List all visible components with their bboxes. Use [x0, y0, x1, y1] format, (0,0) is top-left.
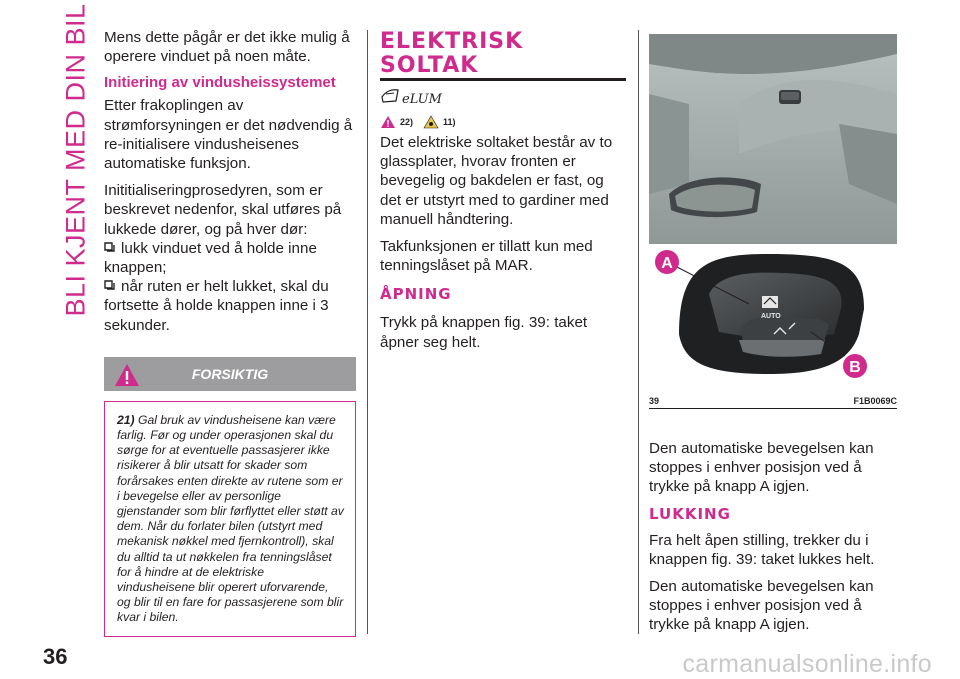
note-hand-icon — [423, 115, 439, 129]
column-right — [649, 30, 897, 643]
side-section-title — [56, 3, 96, 317]
list-item — [104, 277, 356, 335]
column-middle — [380, 28, 626, 360]
section-heading-lukking: LUKKING — [649, 504, 731, 523]
bullet-icon — [104, 277, 115, 296]
bullet-icon — [104, 239, 115, 258]
paragraph: Fra helt åpen stilling, trekker du i knappen fig. 39: taket lukkes helt. — [649, 531, 875, 568]
column-divider — [367, 30, 368, 634]
paragraph: Inititialiseringprosedyren, som er beskrevet nedenfor, skal utføres på lukkede dører, og på hver dør: — [104, 182, 342, 238]
paragraph: Takfunksjonen er tillatt kun med tenningslåset på MAR. — [380, 238, 593, 275]
intro-paragraph: Mens dette pågår er det ikke mulig å operere vinduet på noen måte. — [104, 29, 350, 66]
figure-number: 39 — [649, 396, 660, 406]
paragraph: Trykk på knappen fig. 39: taket åpner seg helt. — [380, 314, 588, 351]
list-item-text: lukk vinduet ved å holde inne knappen; — [104, 239, 317, 277]
auto-label: AUTO — [761, 313, 781, 320]
figure-code: F1B0069C — [853, 396, 897, 406]
paragraph: Den automatiske bevegelsen kan stoppes i enhver posisjon ved å trykke på knapp A igjen. — [649, 440, 874, 496]
list-item-text: når ruten er helt lukket, skal du fortsette å holde knappen inne i 3 sekunder. — [104, 278, 329, 334]
warning-header — [104, 357, 356, 391]
warning-text — [117, 413, 345, 626]
section-heading-apning: ÅPNING — [380, 285, 452, 304]
column-left — [104, 28, 356, 637]
figure-caption — [649, 394, 897, 409]
reference-markers — [380, 115, 626, 129]
side-title-text: BLI KJENT MED DIN BIL — [60, 3, 91, 317]
sunroof-control-figure — [649, 34, 897, 394]
reference-note: 11) — [443, 117, 456, 127]
label-b: B — [849, 359, 861, 376]
paragraph: Den automatiske bevegelsen kan stoppes i enhver posisjon ved å trykke på knapp A igjen. — [649, 578, 874, 634]
figure-illustration — [649, 34, 897, 394]
section-heading-initiering: Initiering av vindusheissystemet — [104, 74, 336, 92]
section-title: ELEKTRISK SOLTAK — [380, 29, 524, 78]
title-rule — [380, 78, 626, 81]
page-number: 36 — [43, 644, 68, 669]
watermark: carmanualsonline.info — [682, 650, 932, 678]
warning-label: FORSIKTIG — [191, 365, 269, 382]
paragraph: Det elektriske soltaket består av to glassplater, hvorav fronten er bevegelig og bakdelen er fast, og det er utstyrt med to gardiner med manuell håndtering. — [380, 134, 613, 228]
car-roof-icon — [380, 85, 442, 109]
paragraph: Etter frakoplingen av strømforsyningen er det nødvendig å re-initialisere vindusheisenes automatiske funksjon. — [104, 97, 353, 173]
svg-text:eLUM: eLUM — [402, 92, 442, 107]
label-a: A — [661, 255, 673, 272]
model-logo — [380, 85, 626, 109]
list-item — [104, 239, 356, 277]
column-divider — [638, 30, 639, 634]
warning-box — [104, 401, 356, 637]
warning-body: Gal bruk av vindusheisene kan være farlig. Før og under operasjonen skal du sørge for at eventuelle passasjerer ikke risikerer å blir utsatt for skader som forårsakes enten direkte av rutene som er i bevegelse eller av personlige gjenstander som blir førflyttet eller støtt av dem. Når du forlater bilen (utstyrt med mekanisk nøkkel med fjernkontroll), skal du alltid ta ut nøkkelen fra tenningslåset for å hindre at de elektriske vindusheisene blir operert uforvarende, og blir til en fare for passasjerene som blir kvar i bilen. — [117, 412, 344, 625]
warning-number: 21) — [117, 412, 135, 427]
reference-warning: 22) — [400, 117, 414, 127]
warning-triangle-icon — [380, 115, 396, 129]
